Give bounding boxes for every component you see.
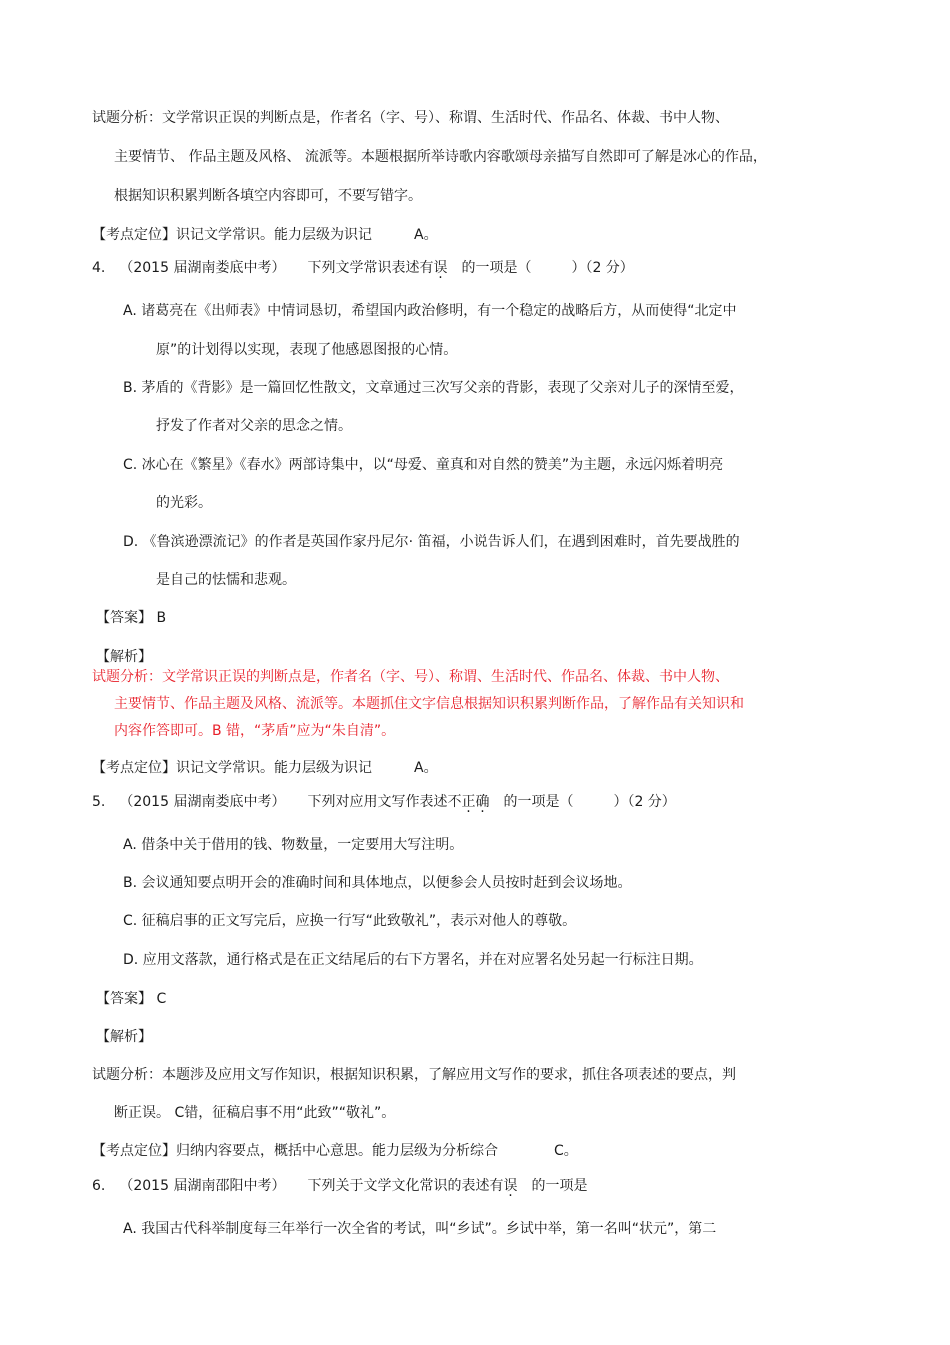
kaodian-answer: A。 <box>414 760 438 776</box>
q5-points: ）（2 分） <box>613 794 676 810</box>
q6-dotted-char: 误 <box>503 1178 518 1194</box>
q5-option-b: B. 会议通知要点明开会的准确时间和具体地点，以便参会人员按时赶到会议场地。 <box>123 875 632 891</box>
q5-analysis-2: 断正误。 C错，征稿启事不用“此致”“敬礼”。 <box>114 1105 396 1121</box>
q5-source: （2015 届湖南娄底中考） <box>119 794 286 810</box>
q5-dotted-char-2: 确 <box>475 794 490 810</box>
q5-dotted-char-1: 正 <box>461 794 476 810</box>
q6-number: 6. <box>92 1178 106 1194</box>
q4-option-a-2: 原”的计划得以实现，表现了他感恩图报的心情。 <box>156 342 458 358</box>
q6-stem-text: 下列关于文学文化常识的表述有 <box>307 1178 504 1194</box>
q4-option-d-2: 是自己的怯懦和悲观。 <box>156 572 296 588</box>
q5-stem-text: 下列对应用文写作表述不 <box>307 794 462 810</box>
q5-option-c: C. 征稿启事的正文写完后，应换一行写“此致敬礼”，表示对他人的尊敬。 <box>123 913 577 929</box>
q4-analysis-1: 试题分析：文学常识正误的判断点是，作者名（字、号）、称谓、生活时代、作品名、体裁、书中人物、 <box>92 669 729 685</box>
q5-number: 5. <box>92 794 106 810</box>
q6-option-a-1: A. 我国古代科举制度每三年举行一次全省的考试，叫“乡试”。乡试中举，第一名叫“状元”，第二 <box>123 1221 717 1237</box>
q4-stem <box>92 258 634 278</box>
q4-option-b-1: B. 茅盾的《背影》是一篇回忆性散文，文章通过三次写父亲的背影，表现了父亲对儿子的深情至爱， <box>123 380 744 396</box>
intro-kaodian <box>92 225 438 245</box>
q4-dotted-char: 误 <box>433 260 448 276</box>
intro-line-2: 主要情节、 作品主题及风格、 流派等。本题根据所举诗歌内容歌颂母亲描写自然即可了解是冰心的作品， <box>114 149 767 165</box>
kaodian-text: 【考点定位】归纳内容要点，概括中心意思。能力层级为分析综合 <box>92 1143 498 1159</box>
q4-points: ）（2 分） <box>571 260 634 276</box>
q4-kaodian <box>92 758 438 778</box>
q4-analysis-3: 内容作答即可。B 错，“茅盾”应为“朱自清”。 <box>114 723 396 739</box>
kaodian-text: 【考点定位】识记文学常识。能力层级为识记 <box>92 227 372 243</box>
kaodian-answer: C。 <box>554 1143 578 1159</box>
intro-line-1: 试题分析：文学常识正误的判断点是，作者名（字、号）、称谓、生活时代、作品名、体裁、书中人物、 <box>92 110 729 126</box>
q4-option-d-1: D. 《鲁滨逊漂流记》的作者是英国作家丹尼尔· 笛福，小说告诉人们，在遇到困难时，首先要战胜的 <box>123 534 740 550</box>
intro-line-3: 根据知识积累判断各填空内容即可，不要写错字。 <box>114 188 422 204</box>
q6-stem <box>92 1176 587 1196</box>
q5-analysis-1: 试题分析：本题涉及应用文写作知识，根据知识积累，了解应用文写作的要求，抓住各项表述的要点，判 <box>92 1067 736 1083</box>
q4-number: 4. <box>92 260 106 276</box>
q6-stem-text-2: 的一项是 <box>531 1178 588 1194</box>
q5-kaodian <box>92 1141 578 1161</box>
q6-source: （2015 届湖南邵阳中考） <box>119 1178 286 1194</box>
q4-option-b-2: 抒发了作者对父亲的思念之情。 <box>156 418 352 434</box>
q4-option-c-1: C. 冰心在《繁星》《春水》两部诗集中，以“母爱、童真和对自然的赞美”为主题，永远闪烁着明亮 <box>123 457 724 473</box>
q4-stem-text: 下列文学常识表述有 <box>307 260 434 276</box>
q4-source: （2015 届湖南娄底中考） <box>119 260 286 276</box>
q5-jiexi: 【解析】 <box>96 1029 152 1045</box>
q5-option-d: D. 应用文落款，通行格式是在正文结尾后的右下方署名，并在对应署名处另起一行标注日期。 <box>123 952 703 968</box>
q4-answer: 【答案】 B <box>96 610 167 626</box>
q4-analysis-2: 主要情节、作品主题及风格、流派等。本题抓住文字信息根据知识积累判断作品，了解作品有关知识和 <box>114 696 744 712</box>
q4-option-c-2: 的光彩。 <box>156 495 212 511</box>
q5-stem-text-2: 的一项是（ <box>503 794 574 810</box>
kaodian-answer: A。 <box>414 227 438 243</box>
q5-answer: 【答案】 C <box>96 991 167 1007</box>
q5-stem <box>92 792 676 812</box>
q4-option-a-1: A. 诸葛亮在《出师表》中情词恳切，希望国内政治修明，有一个稳定的战略后方，从而使得“北定中 <box>123 303 737 319</box>
q4-jiexi: 【解析】 <box>96 649 152 665</box>
kaodian-text: 【考点定位】识记文学常识。能力层级为识记 <box>92 760 372 776</box>
q4-stem-text-2: 的一项是（ <box>461 260 532 276</box>
q5-option-a: A. 借条中关于借用的钱、物数量，一定要用大写注明。 <box>123 837 464 853</box>
